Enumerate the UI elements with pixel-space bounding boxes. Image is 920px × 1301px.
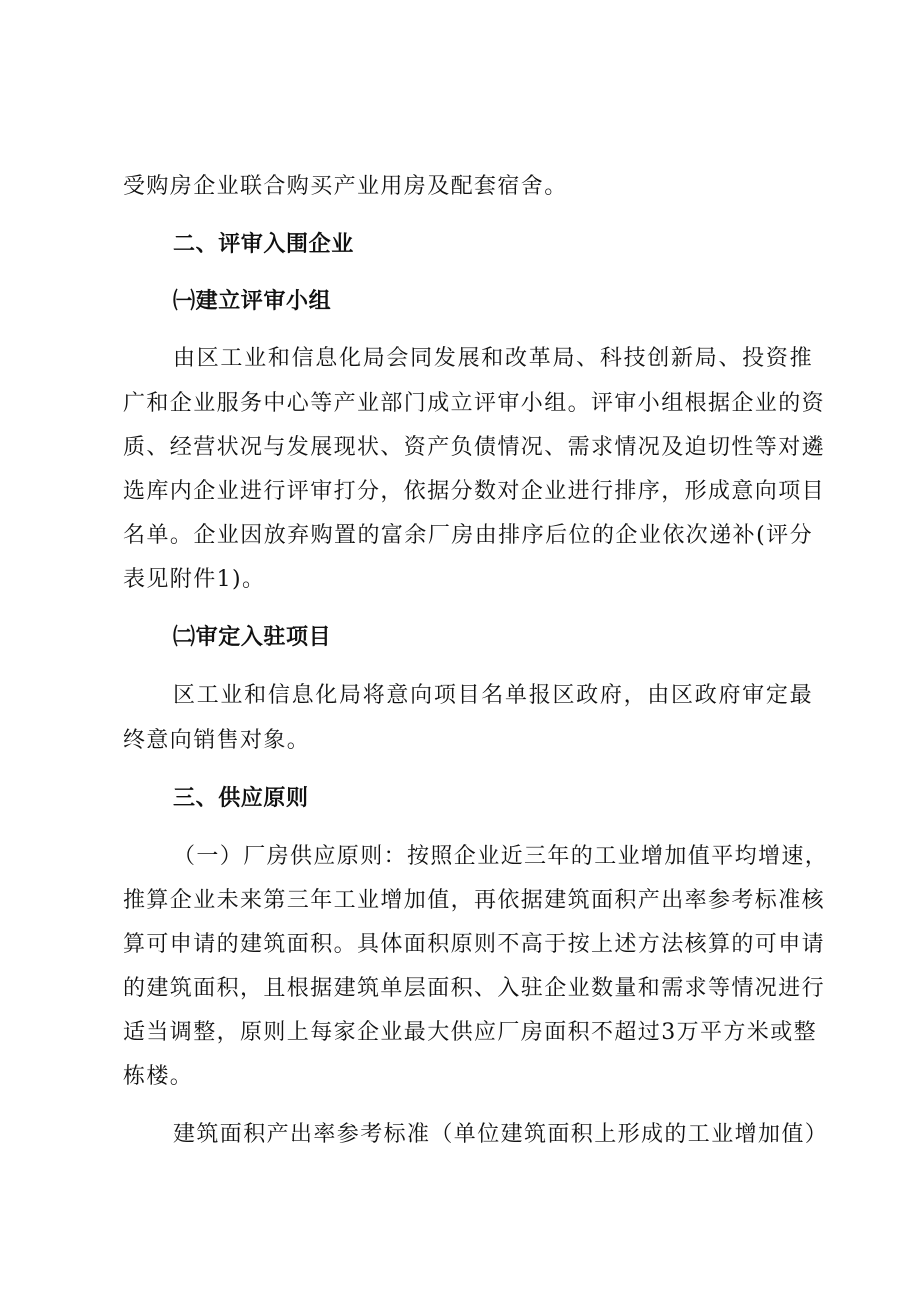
subsection-heading: ㈠建立评审小组 bbox=[173, 289, 332, 314]
body-text-line: 建筑面积产出率参考标准（单位建筑面积上形成的工业增加值） bbox=[173, 1122, 829, 1147]
body-text-line: 适当调整，原则上每家企业最大供应厂房面积不超过3万平方米或整 bbox=[123, 1020, 817, 1045]
body-text-line: （一）厂房供应原则：按照企业近三年的工业增加值平均增速， bbox=[173, 844, 829, 869]
body-text-line: 算可申请的建筑面积。具体面积原则不高于按上述方法核算的可申请 bbox=[123, 932, 826, 957]
body-text-line: 质、经营状况与发展现状、资产负债情况、需求情况及迫切性等对遴 bbox=[123, 435, 826, 460]
section-heading: 二、评审入围企业 bbox=[173, 232, 354, 257]
body-text-line: 名单。企业因放弃购置的富余厂房由排序后位的企业依次递补(评分 bbox=[123, 523, 813, 548]
body-text-line: 终意向销售对象。 bbox=[123, 728, 311, 753]
body-text-line: 由区工业和信息化局会同发展和改革局、科技创新局、投资推 bbox=[173, 346, 813, 371]
body-text-line: 的建筑面积，且根据建筑单层面积、入驻企业数量和需求等情况进行 bbox=[123, 976, 826, 1001]
body-text-line: 栋楼。 bbox=[123, 1064, 194, 1089]
body-text-line: 受购房企业联合购买产业用房及配套宿舍。 bbox=[123, 174, 568, 199]
body-text-line: 表见附件1)。 bbox=[123, 567, 266, 592]
body-text-line: 区工业和信息化局将意向项目名单报区政府，由区政府审定最 bbox=[173, 683, 813, 708]
body-text-line: 推算企业未来第三年工业增加值，再依据建筑面积产出率参考标准核 bbox=[123, 888, 826, 913]
section-heading: 三、供应原则 bbox=[173, 786, 309, 811]
subsection-heading: ㈡审定入驻项目 bbox=[173, 625, 332, 650]
body-text-line: 选库内企业进行评审打分，依据分数对企业进行排序，形成意向项目 bbox=[123, 479, 826, 504]
body-text-line: 广和企业服务中心等产业部门成立评审小组。评审小组根据企业的资 bbox=[123, 391, 826, 416]
